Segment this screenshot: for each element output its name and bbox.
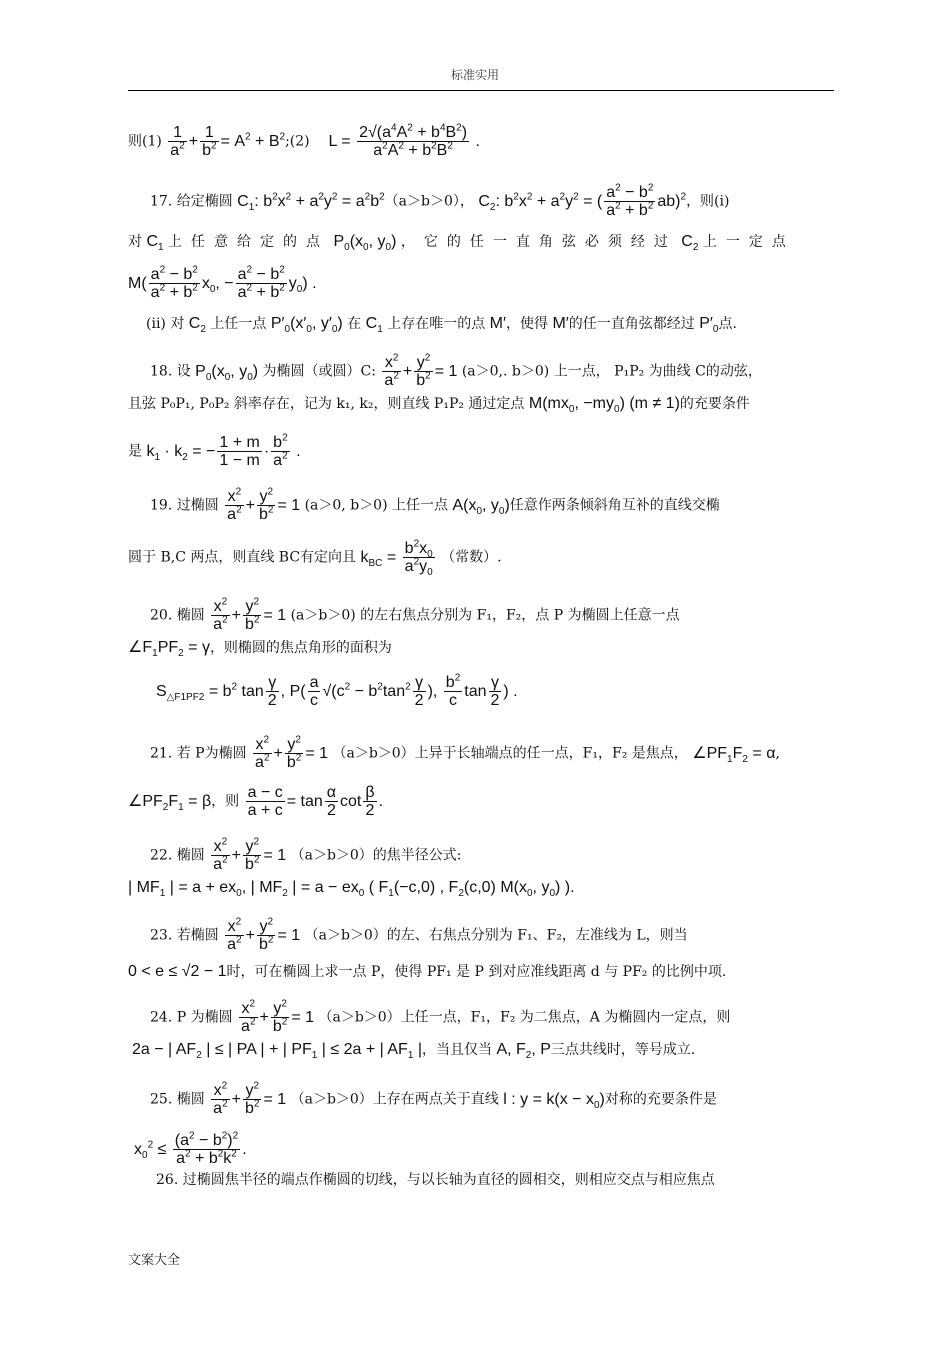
- item-20-line3: $S_{\triangle F1PF2} = b^2$ tan $\frac{\gamma}{2}$ , P( $\frac{a}{c}$ $√(c^2 - b^2\tan^2$ $\frac{\gamma}{2}$ ), $\frac{b^2}{c}$ tan $\frac{\gamma}{2}$ ) .: [156, 672, 518, 709]
- item-22-line2: | $MF_1$ | = $a + ex_0$, | $MF_2$ | = $a - ex_0$ ( $F_1(-c,0)$ , $F_2(c,0)$ $M(x_0$, $y_0$) ).: [128, 879, 575, 900]
- item-17-line4: (ii) 对 $C_2$ 上任一点 $P'_0(x'_0$, $y'_0$) 在 $C_1$ 上存在唯一的点 M′，使得 M′的任一直角弦都经过 $P'_0$点.: [146, 315, 737, 336]
- item-23-line2: 0 < e ≤ √2 − 1时，可在椭圆上求一点 P，使得 PF₁ 是 P 到对应准线距离 d 与 PF₂ 的比例中项.: [128, 963, 727, 980]
- page-header: 标准实用: [450, 68, 499, 82]
- item-19-line2: 圆于 B,C 两点，则直线 BC有定向且 $k_{BC}$ = $\frac{b^2x_0}{a^2y_0}$ （常数）.: [128, 538, 502, 579]
- item-17-line2: 对 $C_1$ 上任意给定的点 $P_0(x_0$, $y_0$) ，它的任一直角弦必须经过 $C_2$ 上一定点: [128, 233, 795, 254]
- item-20: 20. 椭圆 $\frac{x^2}{a^2}$ + $\frac{y^2}{b^2}$ = 1 (a＞b＞0) 的左右焦点分别为 F₁，F₂，点 P 为椭圆上任意一点: [150, 596, 680, 633]
- item-18-line2: 且弦 P₀P₁, P₀P₂ 斜率存在，记为 k₁, k₂，则直线 P₁P₂ 通过定点 $M(mx_0$, $-my_0$) (m ≠ 1)的充要条件: [128, 395, 750, 416]
- item-17-line3: M( $\frac{a^2 - b^2}{a^2 + b^2}$ $x_0$, − $\frac{a^2 - b^2}{a^2 + b^2}$ $y_0$) .: [128, 264, 317, 301]
- item-17: 17. 给定椭圆 $C_1$: $b^2x^2 + a^2y^2 = a^2b^2(a>b>0)$， $C_2$: $b^2x^2 + a^2y^2$ = ( $\frac{a^2 - b^2}{a^2 + b^2}$ ab)$^2$，则(i): [150, 182, 730, 219]
- item-26: 26. 过椭圆焦半径的端点作椭圆的切线，与以长轴为直径的圆相交，则相应交点与相应焦点: [156, 1172, 715, 1188]
- page-footer: 文案大全: [128, 1253, 181, 1268]
- item-18: 18. 设 $P_0(x_0$, $y_0$) 为椭圆（或圆）C: $\frac{x^2}{a^2}$ + $\frac{y^2}{b^2}$ = 1 (a＞0,. b＞0) 上一点， P₁P₂ 为曲线 C的动弦，: [150, 352, 762, 389]
- item-21: 21. 若 P为椭圆 $\frac{x^2}{a^2}$ + $\frac{y^2}{b^2}$ = 1 （a＞b＞0）上异于长轴端点的任一点，F₁，F₂ 是焦点， $\angle PF_1F_2 = \alpha$,: [150, 734, 780, 771]
- item-24-line2: 2a − | $AF_2$ | ≤ | PA | + | $PF_1$ | ≤ 2a + | $AF_1$ |，当且仅当 A, $F_2$, P三点共线时，等号成立.: [132, 1041, 696, 1062]
- item-23: 23. 若椭圆 $\frac{x^2}{a^2}$ + $\frac{y^2}{b^2}$ = 1 （a＞b＞0）的左、右焦点分别为 F₁、F₂，左准线为 L，则当: [150, 916, 688, 953]
- item-16: 则(1) $\frac{1}{a^2}$ + $\frac{1}{b^2}$ = $A^2$ + $B^2;(2) L$ = $\frac{2√(a^4A^2 + b^4B^2)}{a^2A^2 + b^2B^2}$ .: [128, 122, 480, 159]
- item-25-line2: $x_0^2$ ≤ $\frac{(a^2 - b^2)^2}{a^2 + b^2k^2}$ .: [134, 1130, 247, 1167]
- item-20-line2: $\angle F_1PF_2 = \gamma$，则椭圆的焦点角形的面积为: [128, 639, 392, 660]
- item-22: 22. 椭圆 $\frac{x^2}{a^2}$ + $\frac{y^2}{b^2}$ = 1 （a＞b＞0）的焦半径公式:: [150, 836, 462, 873]
- item-25: 25. 椭圆 $\frac{x^2}{a^2}$ + $\frac{y^2}{b^2}$ = 1 （a＞b＞0）上存在两点关于直线 l : $y = k(x - x_0)$对称的充要条件是: [150, 1080, 717, 1117]
- item-19: 19. 过椭圆 $\frac{x^2}{a^2}$ + $\frac{y^2}{b^2}$ = 1 (a＞0, b＞0) 上任一点 $A(x_0$, $y_0$)任意作两条倾斜角互补的直线交椭: [150, 486, 720, 523]
- item-18-line3: 是 $k_1 \cdot k_2$ = − $\frac{1 + m}{1 - m}$ · $\frac{b^2}{a^2}$ .: [128, 432, 301, 469]
- header-rule: [128, 90, 834, 91]
- item-24: 24. P 为椭圆 $\frac{x^2}{a^2}$ + $\frac{y^2}{b^2}$ = 1 （a＞b＞0）上任一点，F₁，F₂ 为二焦点，A 为椭圆内一定点，则: [150, 998, 731, 1035]
- item-21-line2: $\angle PF_2F_1 = \beta$，则 $\frac{a - c}{a + c}$ = tan $\frac{\alpha}{2}$ cot $\frac{\beta}{2}$ .: [128, 784, 384, 819]
